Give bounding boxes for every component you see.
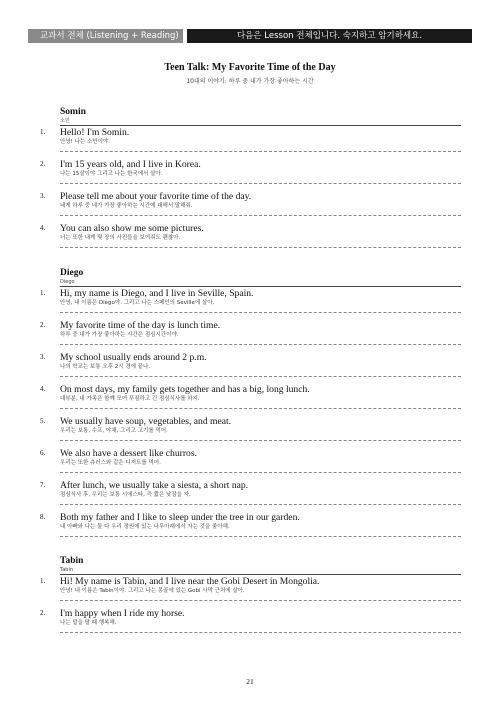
- item-divider: [60, 472, 461, 473]
- item-number: 2.: [40, 160, 46, 168]
- section-divider: [60, 286, 461, 287]
- korean-translation: 네게 하루 중 네가 가장 좋아하는 시간에 대해서 말해줘.: [60, 203, 193, 209]
- speaker-korean-name: Tabin: [60, 567, 74, 573]
- korean-translation: 나는 말을 탈 때 행복해.: [60, 620, 117, 626]
- korean-translation: 하루 중 내가 가장 좋아하는 시간은 점심시간이야.: [60, 332, 179, 338]
- korean-translation: 나는 15살이야 그리고 나는 한국에서 살아.: [60, 171, 163, 177]
- english-sentence: We usually have soup, vegetables, and meat.: [60, 416, 232, 427]
- item-divider: [60, 536, 461, 537]
- item-number: 1.: [40, 128, 46, 136]
- item-divider: [60, 151, 461, 152]
- english-sentence: After lunch, we usually take a siesta, a short nap.: [60, 480, 249, 491]
- section-divider: [60, 125, 461, 126]
- item-divider: [60, 408, 461, 409]
- english-sentence: We also have a dessert like churros.: [60, 448, 197, 459]
- korean-translation: 점심식사 후, 우리는 보통 시에스타, 즉 짧은 낮잠을 자.: [60, 492, 191, 498]
- page-title: Teen Talk: My Favorite Time of the Day: [164, 62, 336, 73]
- english-sentence: Hi, my name is Diego, and I live in Seville, Spain.: [60, 288, 254, 299]
- item-divider: [60, 247, 461, 248]
- item-divider: [60, 632, 461, 633]
- item-number: 4.: [40, 224, 46, 232]
- english-sentence: My school usually ends around 2 p.m.: [60, 352, 207, 363]
- english-sentence: Hi! My name is Tabin, and I live near the Gobi Desert in Mongolia.: [60, 576, 320, 587]
- speaker-korean-name: 소민: [60, 118, 70, 124]
- korean-translation: 안녕, 내 이름은 Diego야. 그리고 나는 스페인의 Seville에 살아.: [60, 300, 215, 306]
- section-divider: [60, 574, 461, 575]
- english-sentence: Both my father and I like to sleep under the tree in our garden.: [60, 512, 300, 523]
- header-left-label: 교과서 전체 (Listening + Reading): [28, 29, 183, 43]
- korean-translation: 너는 또한 내게 몇 장의 사진들을 보여줘도 괜찮아.: [60, 235, 181, 241]
- item-divider: [60, 600, 461, 601]
- item-divider: [60, 344, 461, 345]
- speaker-name: Tabin: [60, 556, 84, 566]
- page-number: 21: [246, 677, 254, 686]
- english-sentence: Hello! I'm Somin.: [60, 127, 130, 138]
- item-number: 4.: [40, 385, 46, 393]
- item-number: 1.: [40, 289, 46, 297]
- item-number: 2.: [40, 321, 46, 329]
- item-number: 7.: [40, 481, 46, 489]
- header-bar: [28, 29, 472, 43]
- item-divider: [60, 440, 461, 441]
- english-sentence: Please tell me about your favorite time of the day.: [60, 191, 252, 202]
- speaker-korean-name: Diego: [60, 279, 75, 285]
- item-number: 5.: [40, 417, 46, 425]
- english-sentence: My favorite time of the day is lunch time.: [60, 320, 221, 331]
- item-number: 2.: [40, 609, 46, 617]
- speaker-diego: [60, 268, 83, 286]
- item-number: 6.: [40, 449, 46, 457]
- korean-translation: 나의 학교는 보통 오후 2시 경에 끝나.: [60, 364, 151, 370]
- item-number: 8.: [40, 513, 46, 521]
- item-divider: [60, 376, 461, 377]
- speaker-name: Somin: [60, 107, 86, 117]
- korean-translation: 우리는 보통, 수프, 야채, 그리고 고기를 먹어.: [60, 428, 168, 434]
- korean-translation: 내 아빠와 나는 둘 다 우리 정원에 있는 나무아래에서 자는 것을 좋아해.: [60, 524, 230, 530]
- korean-translation: 안녕! 나는 소민이야.: [60, 139, 110, 145]
- header-right-label: 다음은 Lesson 전체입니다. 숙지하고 암기하세요.: [187, 29, 472, 43]
- item-divider: [60, 183, 461, 184]
- english-sentence: I'm happy when I ride my horse.: [60, 608, 185, 619]
- item-number: 3.: [40, 192, 46, 200]
- korean-translation: 안녕! 내 이름은 Tabin이야. 그리고 나는 몽골에 있는 Gobi 사막 근처에 살아.: [60, 588, 245, 594]
- speaker-name: Diego: [60, 268, 84, 278]
- item-divider: [60, 215, 461, 216]
- speaker-tabin: [60, 556, 83, 574]
- english-sentence: I'm 15 years old, and I live in Korea.: [60, 159, 201, 170]
- english-sentence: You can also show me some pictures.: [60, 223, 204, 234]
- item-number: 1.: [40, 577, 46, 585]
- korean-translation: 대부분, 내 가족은 함께 모여 푸짐하고 긴 점심식사를 하지.: [60, 396, 200, 402]
- item-number: 3.: [40, 353, 46, 361]
- korean-translation: 우리는 또한 츄러스와 같은 디저트를 먹어.: [60, 460, 161, 466]
- item-divider: [60, 312, 461, 313]
- item-divider: [60, 504, 461, 505]
- english-sentence: On most days, my family gets together and has a big, long lunch.: [60, 384, 310, 395]
- speaker-somin: [60, 107, 86, 125]
- page-subtitle: 10대의 이야기: 하루 중 내가 가장 좋아하는 시간: [186, 78, 314, 85]
